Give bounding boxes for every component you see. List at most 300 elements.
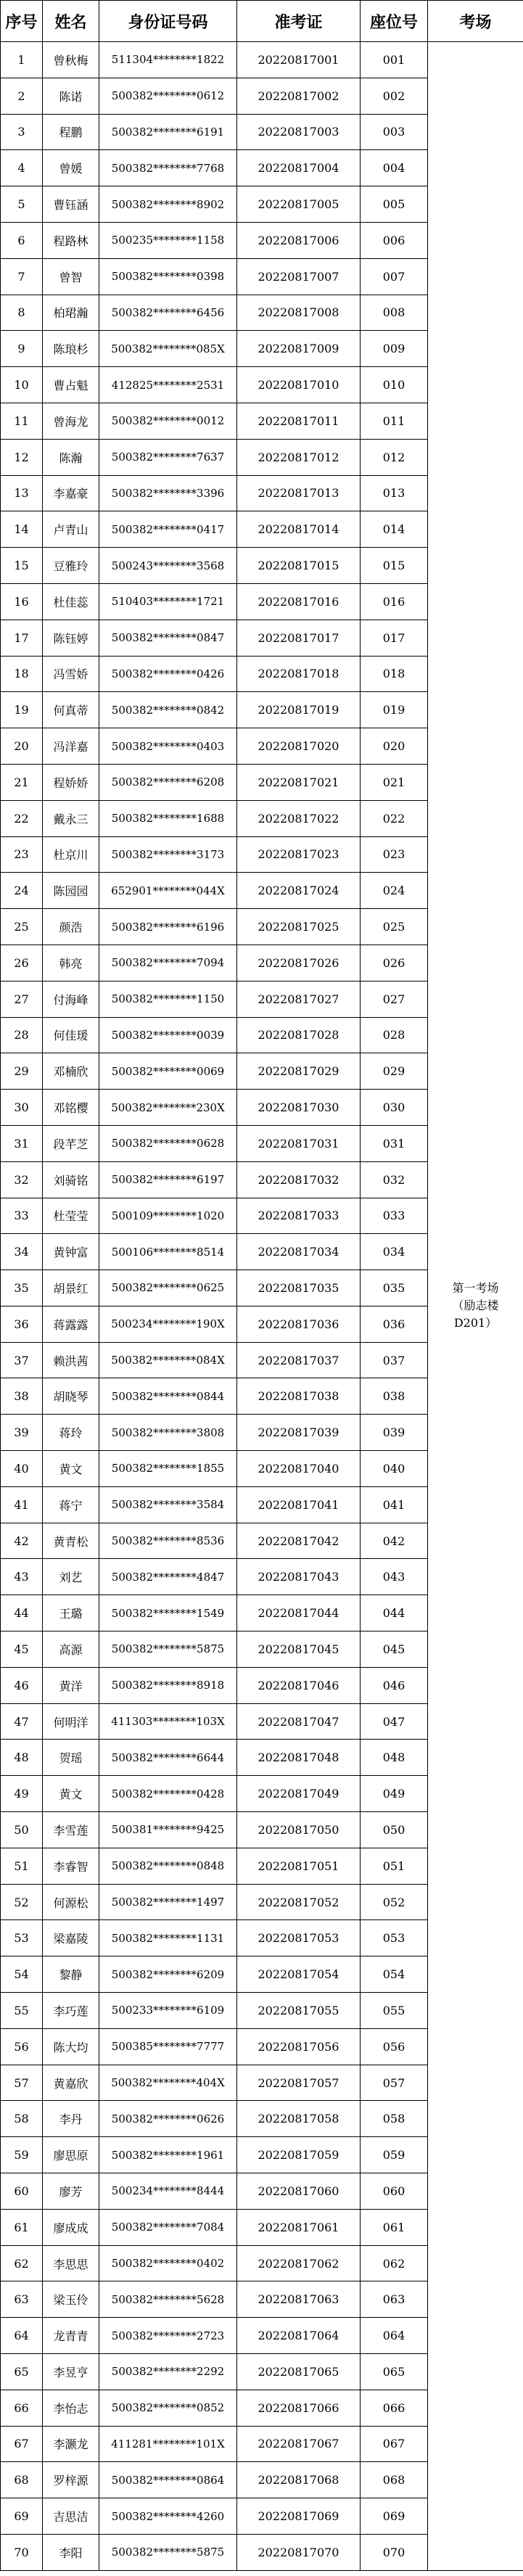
cell-id-number: 511304********1822 [99, 42, 237, 78]
cell-seat: 040 [361, 1451, 428, 1487]
cell-seq: 4 [1, 150, 43, 186]
cell-seq: 64 [1, 2318, 43, 2354]
cell-id-number: 500382********5875 [99, 1631, 237, 1668]
cell-id-number: 500382********5875 [99, 2534, 237, 2570]
cell-id-number: 500382********1961 [99, 2137, 237, 2173]
cell-name: 曾智 [43, 258, 99, 295]
cell-seat: 054 [361, 1956, 428, 1993]
cell-name: 黄青松 [43, 1523, 99, 1559]
cell-id-number: 500382********0426 [99, 656, 237, 692]
cell-name: 何佳瑗 [43, 1017, 99, 1053]
cell-seat: 033 [361, 1198, 428, 1234]
cell-seat: 059 [361, 2137, 428, 2173]
cell-seat: 067 [361, 2426, 428, 2462]
cell-ticket: 20220817046 [237, 1667, 361, 1703]
cell-name: 曹占魁 [43, 367, 99, 403]
cell-seat: 044 [361, 1595, 428, 1631]
cell-ticket: 20220817019 [237, 692, 361, 728]
cell-ticket: 20220817020 [237, 728, 361, 765]
cell-name: 刘骑铭 [43, 1161, 99, 1198]
cell-ticket: 20220817068 [237, 2462, 361, 2498]
cell-seq: 42 [1, 1523, 43, 1559]
cell-ticket: 20220817057 [237, 2065, 361, 2101]
cell-seq: 36 [1, 1306, 43, 1342]
cell-ticket: 20220817013 [237, 475, 361, 511]
cell-id-number: 500382********7094 [99, 945, 237, 981]
cell-seat: 017 [361, 620, 428, 656]
cell-ticket: 20220817044 [237, 1595, 361, 1631]
cell-name: 龙青青 [43, 2318, 99, 2354]
cell-seq: 38 [1, 1378, 43, 1415]
cell-ticket: 20220817041 [237, 1486, 361, 1523]
cell-id-number: 500382********0628 [99, 1125, 237, 1161]
cell-seat: 069 [361, 2498, 428, 2535]
cell-ticket: 20220817054 [237, 1956, 361, 1993]
cell-seq: 43 [1, 1559, 43, 1595]
cell-id-number: 500382********3808 [99, 1415, 237, 1451]
cell-name: 杜佳蕊 [43, 583, 99, 620]
cell-ticket: 20220817017 [237, 620, 361, 656]
header-name: 姓名 [43, 1, 99, 42]
cell-seat: 024 [361, 873, 428, 909]
cell-id-number: 500106********8514 [99, 1234, 237, 1270]
cell-seq: 20 [1, 728, 43, 765]
header-seat: 座位号 [361, 1, 428, 42]
cell-ticket: 20220817035 [237, 1270, 361, 1306]
cell-name: 黄文 [43, 1776, 99, 1812]
cell-seq: 46 [1, 1667, 43, 1703]
cell-id-number: 500382********0848 [99, 1848, 237, 1884]
cell-ticket: 20220817070 [237, 2534, 361, 2570]
cell-ticket: 20220817025 [237, 909, 361, 945]
cell-seq: 17 [1, 620, 43, 656]
cell-id-number: 500382********6456 [99, 295, 237, 331]
cell-seat: 041 [361, 1486, 428, 1523]
cell-name: 程鹏 [43, 114, 99, 150]
cell-name: 蒋宁 [43, 1486, 99, 1523]
cell-seq: 52 [1, 1884, 43, 1920]
cell-id-number: 500382********404X [99, 2065, 237, 2101]
cell-name: 曹钰涵 [43, 186, 99, 223]
cell-id-number: 500382********3396 [99, 475, 237, 511]
cell-name: 胡晓琴 [43, 1378, 99, 1415]
cell-ticket: 20220817049 [237, 1776, 361, 1812]
cell-ticket: 20220817040 [237, 1451, 361, 1487]
cell-seat: 022 [361, 800, 428, 836]
cell-seat: 045 [361, 1631, 428, 1668]
cell-ticket: 20220817059 [237, 2137, 361, 2173]
cell-seq: 6 [1, 222, 43, 258]
cell-name: 卢青山 [43, 511, 99, 548]
header-ticket: 准考证 [237, 1, 361, 42]
cell-ticket: 20220817009 [237, 331, 361, 367]
cell-name: 李思思 [43, 2245, 99, 2281]
cell-id-number: 500382********1150 [99, 981, 237, 1017]
cell-seq: 13 [1, 475, 43, 511]
cell-ticket: 20220817011 [237, 403, 361, 439]
cell-seq: 2 [1, 78, 43, 114]
cell-id-number: 500382********8902 [99, 186, 237, 223]
cell-name: 黄洋 [43, 1667, 99, 1703]
cell-ticket: 20220817038 [237, 1378, 361, 1415]
cell-ticket: 20220817055 [237, 1993, 361, 2029]
cell-seat: 004 [361, 150, 428, 186]
cell-name: 蒋露露 [43, 1306, 99, 1342]
cell-name: 黄钟富 [43, 1234, 99, 1270]
cell-ticket: 20220817064 [237, 2318, 361, 2354]
cell-seat: 028 [361, 1017, 428, 1053]
cell-ticket: 20220817004 [237, 150, 361, 186]
cell-ticket: 20220817012 [237, 439, 361, 475]
cell-ticket: 20220817023 [237, 836, 361, 873]
cell-name: 曾秋梅 [43, 42, 99, 78]
cell-seat: 053 [361, 1920, 428, 1956]
cell-seat: 038 [361, 1378, 428, 1415]
cell-name: 曾媛 [43, 150, 99, 186]
cell-seq: 28 [1, 1017, 43, 1053]
cell-id-number: 500382********085X [99, 331, 237, 367]
cell-ticket: 20220817008 [237, 295, 361, 331]
cell-ticket: 20220817032 [237, 1161, 361, 1198]
cell-name: 胡景红 [43, 1270, 99, 1306]
header-id-number: 身份证号码 [99, 1, 237, 42]
cell-seat: 025 [361, 909, 428, 945]
cell-ticket: 20220817005 [237, 186, 361, 223]
cell-seat: 026 [361, 945, 428, 981]
cell-name: 李怡志 [43, 2390, 99, 2426]
cell-name: 廖思原 [43, 2137, 99, 2173]
cell-seat: 031 [361, 1125, 428, 1161]
cell-seq: 34 [1, 1234, 43, 1270]
cell-name: 韩亮 [43, 945, 99, 981]
cell-id-number: 500234********8444 [99, 2173, 237, 2210]
cell-seq: 27 [1, 981, 43, 1017]
cell-seq: 10 [1, 367, 43, 403]
cell-seat: 066 [361, 2390, 428, 2426]
cell-name: 梁玉伶 [43, 2281, 99, 2318]
cell-name: 段芊芝 [43, 1125, 99, 1161]
cell-seat: 011 [361, 403, 428, 439]
cell-seq: 8 [1, 295, 43, 331]
cell-id-number: 500382********6208 [99, 764, 237, 800]
cell-ticket: 20220817006 [237, 222, 361, 258]
cell-id-number: 500382********8536 [99, 1523, 237, 1559]
cell-seq: 61 [1, 2209, 43, 2245]
cell-ticket: 20220817010 [237, 367, 361, 403]
cell-name: 李嘉豪 [43, 475, 99, 511]
cell-id-number: 500382********3173 [99, 836, 237, 873]
cell-seq: 70 [1, 2534, 43, 2570]
roster-body [1, 42, 523, 2571]
cell-seq: 21 [1, 764, 43, 800]
cell-ticket: 20220817030 [237, 1090, 361, 1126]
cell-ticket: 20220817063 [237, 2281, 361, 2318]
cell-id-number: 500382********4260 [99, 2498, 237, 2535]
cell-seat: 012 [361, 439, 428, 475]
cell-name: 廖成成 [43, 2209, 99, 2245]
cell-ticket: 20220817045 [237, 1631, 361, 1668]
cell-seq: 67 [1, 2426, 43, 2462]
cell-ticket: 20220817027 [237, 981, 361, 1017]
cell-seat: 027 [361, 981, 428, 1017]
cell-seq: 32 [1, 1161, 43, 1198]
cell-id-number: 500382********0428 [99, 1776, 237, 1812]
cell-seq: 68 [1, 2462, 43, 2498]
cell-name: 何明洋 [43, 1703, 99, 1740]
cell-ticket: 20220817033 [237, 1198, 361, 1234]
cell-id-number: 500382********1688 [99, 800, 237, 836]
cell-seat: 029 [361, 1053, 428, 1090]
cell-id-number: 411281********101X [99, 2426, 237, 2462]
cell-id-number: 500385********7777 [99, 2028, 237, 2065]
cell-seat: 013 [361, 475, 428, 511]
cell-seat: 035 [361, 1270, 428, 1306]
cell-ticket: 20220817034 [237, 1234, 361, 1270]
cell-seat: 056 [361, 2028, 428, 2065]
cell-name: 程娇娇 [43, 764, 99, 800]
cell-seat: 052 [361, 1884, 428, 1920]
cell-name: 罗梓源 [43, 2462, 99, 2498]
cell-id-number: 500382********0625 [99, 1270, 237, 1306]
cell-id-number: 510403********1721 [99, 583, 237, 620]
cell-seq: 3 [1, 114, 43, 150]
header-room: 考场 [428, 1, 523, 42]
cell-seq: 40 [1, 1451, 43, 1487]
cell-ticket: 20220817069 [237, 2498, 361, 2535]
cell-ticket: 20220817047 [237, 1703, 361, 1740]
cell-ticket: 20220817067 [237, 2426, 361, 2462]
cell-name: 高源 [43, 1631, 99, 1668]
cell-id-number: 500382********0398 [99, 258, 237, 295]
cell-ticket: 20220817039 [237, 1415, 361, 1451]
cell-seq: 31 [1, 1125, 43, 1161]
cell-ticket: 20220817065 [237, 2354, 361, 2390]
cell-name: 何真蒂 [43, 692, 99, 728]
cell-id-number: 500243********3568 [99, 548, 237, 584]
cell-seq: 51 [1, 1848, 43, 1884]
cell-id-number: 500235********1158 [99, 222, 237, 258]
cell-seat: 005 [361, 186, 428, 223]
cell-seat: 048 [361, 1740, 428, 1776]
cell-ticket: 20220817016 [237, 583, 361, 620]
cell-ticket: 20220817015 [237, 548, 361, 584]
cell-seat: 020 [361, 728, 428, 765]
cell-seq: 47 [1, 1703, 43, 1740]
cell-id-number: 500382********6209 [99, 1956, 237, 1993]
cell-id-number: 500382********0012 [99, 403, 237, 439]
table-row [1, 42, 523, 78]
cell-ticket: 20220817066 [237, 2390, 361, 2426]
cell-name: 冯雪娇 [43, 656, 99, 692]
cell-ticket: 20220817056 [237, 2028, 361, 2065]
cell-seq: 53 [1, 1920, 43, 1956]
cell-seat: 037 [361, 1342, 428, 1378]
cell-id-number: 500382********0626 [99, 2101, 237, 2137]
cell-id-number: 412825********2531 [99, 367, 237, 403]
cell-seq: 15 [1, 548, 43, 584]
cell-seat: 016 [361, 583, 428, 620]
cell-ticket: 20220817058 [237, 2101, 361, 2137]
cell-seq: 60 [1, 2173, 43, 2210]
cell-seq: 23 [1, 836, 43, 873]
cell-seat: 058 [361, 2101, 428, 2137]
cell-id-number: 500382********1549 [99, 1595, 237, 1631]
cell-seat: 055 [361, 1993, 428, 2029]
cell-seat: 051 [361, 1848, 428, 1884]
cell-seat: 006 [361, 222, 428, 258]
cell-seq: 59 [1, 2137, 43, 2173]
cell-id-number: 500382********6644 [99, 1740, 237, 1776]
cell-name: 廖芳 [43, 2173, 99, 2210]
cell-seat: 046 [361, 1667, 428, 1703]
cell-ticket: 20220817001 [237, 42, 361, 78]
cell-seq: 66 [1, 2390, 43, 2426]
cell-seq: 35 [1, 1270, 43, 1306]
cell-name: 戴永三 [43, 800, 99, 836]
cell-ticket: 20220817052 [237, 1884, 361, 1920]
cell-name: 冯洋嘉 [43, 728, 99, 765]
cell-ticket: 20220817037 [237, 1342, 361, 1378]
cell-seat: 023 [361, 836, 428, 873]
cell-id-number: 500382********1855 [99, 1451, 237, 1487]
cell-seat: 015 [361, 548, 428, 584]
cell-seat: 008 [361, 295, 428, 331]
cell-id-number: 500382********6191 [99, 114, 237, 150]
cell-id-number: 500382********084X [99, 1342, 237, 1378]
cell-id-number: 500382********0612 [99, 78, 237, 114]
cell-name: 陈大均 [43, 2028, 99, 2065]
cell-name: 黎静 [43, 1956, 99, 1993]
cell-ticket: 20220817043 [237, 1559, 361, 1595]
cell-seq: 41 [1, 1486, 43, 1523]
cell-id-number: 500382********0069 [99, 1053, 237, 1090]
cell-seq: 39 [1, 1415, 43, 1451]
cell-name: 赖洪茜 [43, 1342, 99, 1378]
cell-id-number: 500382********8918 [99, 1667, 237, 1703]
cell-seq: 58 [1, 2101, 43, 2137]
cell-id-number: 500382********4847 [99, 1559, 237, 1595]
cell-name: 杜莹莹 [43, 1198, 99, 1234]
cell-seq: 1 [1, 42, 43, 78]
cell-seq: 62 [1, 2245, 43, 2281]
cell-id-number: 500233********6109 [99, 1993, 237, 2029]
cell-id-number: 500382********0842 [99, 692, 237, 728]
cell-id-number: 500382********5628 [99, 2281, 237, 2318]
cell-name: 刘艺 [43, 1559, 99, 1595]
cell-seq: 55 [1, 1993, 43, 2029]
cell-id-number: 500382********230X [99, 1090, 237, 1126]
cell-id-number: 500234********190X [99, 1306, 237, 1342]
cell-seq: 14 [1, 511, 43, 548]
cell-name: 陈钰婷 [43, 620, 99, 656]
cell-seq: 25 [1, 909, 43, 945]
cell-name: 程路林 [43, 222, 99, 258]
cell-seat: 018 [361, 656, 428, 692]
cell-seq: 45 [1, 1631, 43, 1668]
cell-name: 杜京川 [43, 836, 99, 873]
cell-ticket: 20220817014 [237, 511, 361, 548]
cell-name: 陈瀚 [43, 439, 99, 475]
cell-name: 豆雅玲 [43, 548, 99, 584]
cell-seat: 060 [361, 2173, 428, 2210]
cell-seq: 33 [1, 1198, 43, 1234]
cell-id-number: 500382********1131 [99, 1920, 237, 1956]
cell-seat: 014 [361, 511, 428, 548]
cell-seq: 65 [1, 2354, 43, 2390]
cell-id-number: 652901********044X [99, 873, 237, 909]
cell-seq: 16 [1, 583, 43, 620]
cell-ticket: 20220817051 [237, 1848, 361, 1884]
cell-seq: 49 [1, 1776, 43, 1812]
cell-seq: 7 [1, 258, 43, 295]
cell-seat: 065 [361, 2354, 428, 2390]
cell-seat: 036 [361, 1306, 428, 1342]
cell-seat: 002 [361, 78, 428, 114]
cell-ticket: 20220817021 [237, 764, 361, 800]
cell-name: 陈琅杉 [43, 331, 99, 367]
cell-seq: 12 [1, 439, 43, 475]
cell-seq: 5 [1, 186, 43, 223]
cell-seat: 064 [361, 2318, 428, 2354]
cell-seat: 068 [361, 2462, 428, 2498]
cell-seat: 019 [361, 692, 428, 728]
cell-name: 梁嘉陵 [43, 1920, 99, 1956]
cell-ticket: 20220817003 [237, 114, 361, 150]
header-seq: 序号 [1, 1, 43, 42]
cell-id-number: 500109********1020 [99, 1198, 237, 1234]
cell-seq: 26 [1, 945, 43, 981]
cell-seat: 021 [361, 764, 428, 800]
cell-name: 李灏龙 [43, 2426, 99, 2462]
cell-seat: 057 [361, 2065, 428, 2101]
cell-name: 吉思洁 [43, 2498, 99, 2535]
cell-id-number: 500382********3584 [99, 1486, 237, 1523]
cell-name: 黄嘉欣 [43, 2065, 99, 2101]
cell-ticket: 20220817053 [237, 1920, 361, 1956]
cell-seq: 30 [1, 1090, 43, 1126]
cell-id-number: 411303********103X [99, 1703, 237, 1740]
cell-name: 何源松 [43, 1884, 99, 1920]
cell-id-number: 500382********0864 [99, 2462, 237, 2498]
cell-name: 邓楠欣 [43, 1053, 99, 1090]
cell-id-number: 500382********0852 [99, 2390, 237, 2426]
cell-id-number: 500382********7768 [99, 150, 237, 186]
cell-name: 颜浩 [43, 909, 99, 945]
cell-id-number: 500382********0847 [99, 620, 237, 656]
cell-seat: 010 [361, 367, 428, 403]
cell-name: 贺瑶 [43, 1740, 99, 1776]
cell-ticket: 20220817060 [237, 2173, 361, 2210]
cell-name: 付海峰 [43, 981, 99, 1017]
exam-room-cell: 第一考场（励志楼D201） [428, 42, 523, 2571]
cell-seq: 44 [1, 1595, 43, 1631]
cell-seat: 047 [361, 1703, 428, 1740]
cell-name: 王璐 [43, 1595, 99, 1631]
cell-seat: 061 [361, 2209, 428, 2245]
cell-seat: 034 [361, 1234, 428, 1270]
cell-seq: 48 [1, 1740, 43, 1776]
cell-seat: 063 [361, 2281, 428, 2318]
cell-seat: 042 [361, 1523, 428, 1559]
cell-ticket: 20220817018 [237, 656, 361, 692]
cell-ticket: 20220817002 [237, 78, 361, 114]
cell-id-number: 500382********0403 [99, 728, 237, 765]
cell-name: 李巧莲 [43, 1993, 99, 2029]
cell-id-number: 500382********1497 [99, 1884, 237, 1920]
cell-seat: 062 [361, 2245, 428, 2281]
cell-seq: 24 [1, 873, 43, 909]
cell-name: 柏珺瀚 [43, 295, 99, 331]
